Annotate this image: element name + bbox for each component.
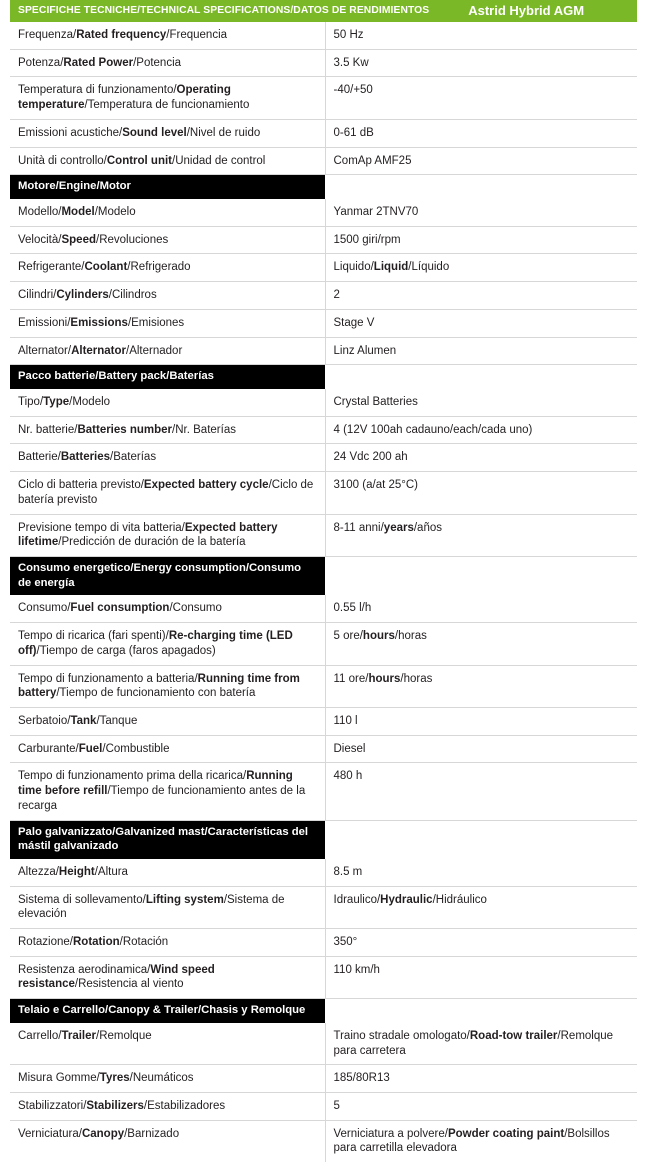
spec-value bbox=[325, 929, 637, 957]
section-title-cell bbox=[10, 820, 325, 859]
value-text: 5 bbox=[333, 1100, 340, 1113]
label-es: /Tanque bbox=[96, 714, 138, 727]
label-en: Trailer bbox=[61, 1029, 96, 1042]
label-it: Rotazione/ bbox=[18, 936, 73, 949]
label-en: Expected battery lifetime bbox=[18, 521, 278, 549]
table-row bbox=[10, 199, 637, 226]
table-row bbox=[10, 1120, 637, 1162]
section-title-cell bbox=[10, 365, 325, 389]
value-text: 2 bbox=[333, 289, 340, 302]
spec-value bbox=[325, 763, 637, 820]
table-row bbox=[10, 337, 637, 365]
table-row bbox=[10, 595, 637, 622]
table-row bbox=[10, 514, 637, 556]
section-header-row bbox=[10, 999, 637, 1023]
table-row bbox=[10, 956, 637, 998]
spec-value bbox=[325, 595, 637, 622]
spec-value bbox=[325, 859, 637, 886]
label-it: Ciclo di batteria previsto/ bbox=[18, 479, 144, 492]
value-es: /Remolque para carretera bbox=[333, 1029, 614, 1057]
label-it: Carburante/ bbox=[18, 742, 79, 755]
spec-value bbox=[325, 199, 637, 226]
value-it: Verniciatura a polvere/ bbox=[333, 1127, 448, 1140]
spec-value bbox=[325, 1065, 637, 1093]
label-it: Tempo di funzionamento a batteria/ bbox=[18, 672, 198, 685]
label-en: Emissions bbox=[70, 316, 128, 329]
spec-value bbox=[325, 1093, 637, 1121]
table-row bbox=[10, 886, 637, 928]
spec-label bbox=[10, 1065, 325, 1093]
section-title-spacer bbox=[325, 820, 637, 859]
label-es: /Modelo bbox=[94, 205, 136, 218]
label-es: /Frequencia bbox=[166, 29, 228, 41]
section-title-spacer bbox=[325, 365, 637, 389]
table-row bbox=[10, 444, 637, 472]
label-en: Control unit bbox=[106, 154, 173, 167]
label-en: Speed bbox=[61, 233, 96, 246]
spec-label bbox=[10, 595, 325, 622]
spec-label bbox=[10, 444, 325, 472]
label-it: Tempo di ricarica (fari spenti)/ bbox=[18, 630, 169, 643]
spec-label bbox=[10, 956, 325, 998]
label-it: Alternator/ bbox=[18, 344, 72, 357]
label-it: Velocità/ bbox=[18, 233, 62, 246]
section-header-row bbox=[10, 820, 637, 859]
label-es: /Resistencia al viento bbox=[74, 978, 184, 991]
section-title: Motore/Engine/Motor bbox=[10, 175, 325, 199]
spec-value bbox=[325, 119, 637, 147]
label-en: Coolant bbox=[84, 261, 128, 274]
spec-label bbox=[10, 226, 325, 254]
value-text: Stage V bbox=[333, 316, 375, 329]
label-es: /Alternador bbox=[126, 344, 183, 357]
spec-value bbox=[325, 337, 637, 365]
value-text: Diesel bbox=[333, 742, 366, 755]
section-title-spacer bbox=[325, 999, 637, 1023]
section-header-row bbox=[10, 365, 637, 389]
table-row bbox=[10, 1093, 637, 1121]
spec-label bbox=[10, 886, 325, 928]
table-row bbox=[10, 49, 637, 77]
spec-value bbox=[325, 254, 637, 282]
table-row bbox=[10, 707, 637, 735]
section-title-cell bbox=[10, 999, 325, 1023]
table-row bbox=[10, 119, 637, 147]
header-bar bbox=[10, 0, 637, 22]
spec-label bbox=[10, 389, 325, 416]
table-row bbox=[10, 147, 637, 175]
label-es: /Unidad de control bbox=[172, 154, 266, 167]
spec-label bbox=[10, 735, 325, 763]
value-it: 11 ore/ bbox=[333, 672, 369, 685]
spec-label bbox=[10, 416, 325, 444]
spec-value bbox=[325, 956, 637, 998]
spec-label bbox=[10, 22, 325, 49]
value-it: Idraulico/ bbox=[333, 893, 381, 906]
value-it: Liquido/ bbox=[333, 261, 374, 274]
label-it: Emissioni/ bbox=[18, 316, 71, 329]
label-en: Sound level bbox=[122, 126, 187, 139]
spec-label bbox=[10, 707, 325, 735]
table-row bbox=[10, 665, 637, 707]
table-row bbox=[10, 22, 637, 49]
value-text: 480 h bbox=[333, 770, 363, 783]
value-en: years bbox=[383, 521, 414, 534]
value-es: /horas bbox=[400, 672, 433, 685]
label-en: Canopy bbox=[81, 1127, 125, 1140]
label-es: /Sistema de elevación bbox=[18, 893, 285, 921]
value-en: Road-tow trailer bbox=[469, 1029, 558, 1042]
value-text: Linz Alumen bbox=[333, 344, 397, 357]
table-row bbox=[10, 735, 637, 763]
table-row bbox=[10, 254, 637, 282]
label-it: Tipo/ bbox=[18, 395, 44, 408]
value-text: 24 Vdc 200 ah bbox=[333, 451, 408, 464]
value-text: 0.55 l/h bbox=[333, 602, 372, 615]
value-it: 8-11 anni/ bbox=[333, 521, 384, 534]
spec-label bbox=[10, 147, 325, 175]
label-es: /Tiempo de funcionamiento antes de la recarga bbox=[18, 785, 306, 812]
value-en: Powder coating paint bbox=[447, 1127, 565, 1140]
label-es: /Tiempo de carga (faros apagados) bbox=[36, 644, 216, 657]
label-es: /Nr. Baterías bbox=[172, 423, 236, 436]
spec-value bbox=[325, 735, 637, 763]
spec-value bbox=[325, 707, 637, 735]
label-es: /Emisiones bbox=[127, 316, 185, 329]
spec-label bbox=[10, 859, 325, 886]
spec-value bbox=[325, 147, 637, 175]
label-en: Fuel bbox=[78, 742, 103, 755]
section-title-cell bbox=[10, 557, 325, 596]
label-it: Emissioni acustiche/ bbox=[18, 126, 123, 139]
label-es: /Ciclo de batería previsto bbox=[18, 479, 314, 506]
label-it: Altezza/ bbox=[18, 865, 59, 878]
value-it: 5 ore/ bbox=[333, 630, 363, 643]
label-en: Fuel consumption bbox=[70, 602, 170, 615]
label-en: Tank bbox=[70, 714, 97, 727]
label-it: Batterie/ bbox=[18, 451, 61, 464]
label-en: Batteries number bbox=[77, 423, 173, 436]
spec-value bbox=[325, 1120, 637, 1162]
section-title: Palo galvanizzato/Galvanized mast/Características del mástil galvanizado bbox=[10, 821, 325, 859]
spec-value bbox=[325, 444, 637, 472]
label-it: Nr. batterie/ bbox=[18, 423, 78, 436]
label-es: /Altura bbox=[94, 865, 128, 878]
section-spacer bbox=[325, 557, 637, 572]
label-it: Serbatoio/ bbox=[18, 714, 71, 727]
label-es: /Predicción de duración de la batería bbox=[58, 536, 246, 549]
value-en: hours bbox=[368, 672, 401, 685]
spec-value bbox=[325, 226, 637, 254]
label-en: Operating temperature bbox=[18, 84, 231, 112]
label-en: Rotation bbox=[72, 936, 120, 949]
label-en: Batteries bbox=[60, 451, 111, 464]
spec-label bbox=[10, 1093, 325, 1121]
table-row bbox=[10, 1023, 637, 1065]
value-text: 350° bbox=[333, 936, 358, 949]
value-en: Liquid bbox=[373, 261, 409, 274]
label-it: Cilindri/ bbox=[18, 289, 57, 302]
label-en: Stabilizers bbox=[86, 1100, 144, 1113]
table-row bbox=[10, 929, 637, 957]
value-text: 110 l bbox=[333, 714, 358, 727]
label-it: Temperatura di funzionamento/ bbox=[18, 84, 177, 97]
value-text: 3100 (a/at 25°C) bbox=[333, 479, 419, 492]
value-es: /Líquido bbox=[408, 261, 450, 274]
spec-label bbox=[10, 49, 325, 77]
table-row bbox=[10, 77, 637, 119]
section-title: Consumo energetico/Energy consumption/Consumo de energía bbox=[10, 557, 325, 595]
section-spacer bbox=[325, 175, 637, 190]
table-row bbox=[10, 282, 637, 310]
label-es: /Barnizado bbox=[124, 1127, 180, 1140]
label-en: Tyres bbox=[99, 1072, 130, 1085]
value-es: /horas bbox=[394, 630, 427, 643]
label-en: Lifting system bbox=[145, 893, 224, 906]
value-text: Yanmar 2TNV70 bbox=[333, 205, 419, 218]
value-es: /Hidráulico bbox=[432, 893, 487, 906]
spec-value bbox=[325, 389, 637, 416]
spec-label bbox=[10, 254, 325, 282]
label-it: Potenza/ bbox=[18, 56, 64, 69]
table-row bbox=[10, 309, 637, 337]
table-row bbox=[10, 416, 637, 444]
label-es: /Potencia bbox=[133, 56, 182, 69]
table-row bbox=[10, 226, 637, 254]
section-title-spacer bbox=[325, 175, 637, 199]
spec-label bbox=[10, 514, 325, 556]
label-it: Refrigerante/ bbox=[18, 261, 85, 274]
header-model: Astrid Hybrid AGM bbox=[468, 2, 585, 18]
value-text: 4 (12V 100ah cadauno/each/cada uno) bbox=[333, 423, 533, 436]
spec-value bbox=[325, 77, 637, 119]
section-spacer bbox=[325, 365, 637, 380]
section-title-spacer bbox=[325, 557, 637, 596]
spec-value bbox=[325, 1023, 637, 1065]
label-es: /Combustible bbox=[102, 742, 170, 755]
label-es: /Estabilizadores bbox=[143, 1100, 226, 1113]
label-es: /Modelo bbox=[69, 395, 111, 408]
label-es: /Consumo bbox=[169, 602, 222, 615]
value-it: Traino stradale omologato/ bbox=[333, 1029, 470, 1042]
header-cell bbox=[10, 0, 637, 22]
value-en: Hydraulic bbox=[380, 893, 433, 906]
value-text: 0-61 dB bbox=[333, 126, 374, 139]
section-spacer bbox=[325, 821, 637, 836]
label-en: Rated Power bbox=[63, 56, 134, 69]
label-it: Sistema di sollevamento/ bbox=[18, 893, 146, 906]
header-row bbox=[10, 0, 637, 22]
value-en: hours bbox=[362, 630, 395, 643]
table-row bbox=[10, 472, 637, 514]
spec-label bbox=[10, 199, 325, 226]
section-header-row bbox=[10, 175, 637, 199]
spec-value bbox=[325, 282, 637, 310]
label-en: Running time from battery bbox=[18, 672, 300, 700]
spec-label bbox=[10, 337, 325, 365]
spec-label bbox=[10, 472, 325, 514]
table-row bbox=[10, 389, 637, 416]
value-text: 110 km/h bbox=[333, 963, 380, 976]
section-spacer bbox=[325, 999, 637, 1014]
spec-value bbox=[325, 514, 637, 556]
spec-label bbox=[10, 929, 325, 957]
label-es: /Tiempo de funcionamiento con batería bbox=[56, 687, 256, 700]
value-text: 50 Hz bbox=[333, 29, 364, 41]
label-it: Verniciatura/ bbox=[18, 1127, 82, 1140]
spec-label bbox=[10, 119, 325, 147]
value-text: 1500 giri/rpm bbox=[333, 233, 401, 246]
label-es: /Revoluciones bbox=[96, 233, 169, 246]
label-it: Carrello/ bbox=[18, 1029, 62, 1042]
spec-label bbox=[10, 77, 325, 119]
spec-label bbox=[10, 665, 325, 707]
table-row bbox=[10, 623, 637, 665]
label-it: Misura Gomme/ bbox=[18, 1072, 100, 1085]
label-it: Stabilizzatori/ bbox=[18, 1100, 87, 1113]
spec-value bbox=[325, 416, 637, 444]
label-it: Tempo di funzionamento prima della ricarica/ bbox=[18, 770, 247, 783]
label-es: /Baterías bbox=[110, 451, 157, 464]
label-it: Unità di controllo/ bbox=[18, 154, 107, 167]
label-en: Rated frequency bbox=[76, 29, 167, 41]
table-row bbox=[10, 859, 637, 886]
label-es: /Remolque bbox=[96, 1029, 152, 1042]
spec-value bbox=[325, 886, 637, 928]
spec-value bbox=[325, 623, 637, 665]
value-text: 8.5 m bbox=[333, 865, 363, 878]
label-es: /Rotación bbox=[119, 936, 169, 949]
label-en: Model bbox=[61, 205, 95, 218]
spec-value bbox=[325, 22, 637, 49]
label-en: Type bbox=[43, 395, 70, 408]
spec-label bbox=[10, 1023, 325, 1065]
spec-label bbox=[10, 282, 325, 310]
label-es: /Temperatura de funcionamiento bbox=[84, 99, 250, 112]
table-row bbox=[10, 763, 637, 820]
value-text: ComAp AMF25 bbox=[333, 154, 412, 167]
value-text: 3.5 Kw bbox=[333, 56, 369, 69]
label-it: Consumo/ bbox=[18, 602, 71, 615]
header-title: SPECIFICHE TECNICHE/TECHNICAL SPECIFICATIONS/DATOS DE RENDIMIENTOS bbox=[18, 5, 430, 17]
label-en: Wind speed resistance bbox=[18, 963, 215, 991]
label-en: Running time before refill bbox=[18, 770, 293, 798]
label-it: Resistenza aerodinamica/ bbox=[18, 963, 151, 976]
label-it: Modello/ bbox=[18, 205, 62, 218]
value-text: -40/+50 bbox=[333, 84, 373, 97]
spec-label bbox=[10, 1120, 325, 1162]
value-text: Crystal Batteries bbox=[333, 395, 418, 408]
label-it: Previsione tempo di vita batteria/ bbox=[18, 521, 185, 534]
spec-label bbox=[10, 623, 325, 665]
label-es: /Nivel de ruido bbox=[186, 126, 261, 139]
label-es: /Neumáticos bbox=[129, 1072, 194, 1085]
table-row bbox=[10, 1065, 637, 1093]
value-es: /años bbox=[413, 521, 442, 534]
label-en: Alternator bbox=[71, 344, 127, 357]
label-en: Height bbox=[58, 865, 95, 878]
value-text: 185/80R13 bbox=[333, 1072, 390, 1085]
specifications-table bbox=[10, 0, 637, 1162]
label-en: Expected battery cycle bbox=[143, 479, 269, 492]
section-title-cell bbox=[10, 175, 325, 199]
label-es: /Cilindros bbox=[108, 289, 157, 302]
label-en: Re-charging time (LED off) bbox=[18, 630, 293, 657]
spec-label bbox=[10, 309, 325, 337]
section-title: Telaio e Carrello/Canopy & Trailer/Chasis y Remolque bbox=[10, 999, 325, 1023]
section-header-row bbox=[10, 557, 637, 596]
spec-value bbox=[325, 665, 637, 707]
label-en: Cylinders bbox=[56, 289, 109, 302]
spec-value bbox=[325, 472, 637, 514]
label-it: Frequenza/ bbox=[18, 29, 77, 41]
section-title: Pacco batterie/Battery pack/Baterías bbox=[10, 365, 325, 389]
label-es: /Refrigerado bbox=[127, 261, 191, 274]
spec-value bbox=[325, 49, 637, 77]
value-es: /Bolsillos para carretilla elevadora bbox=[333, 1127, 610, 1155]
spec-label bbox=[10, 763, 325, 820]
spec-value bbox=[325, 309, 637, 337]
